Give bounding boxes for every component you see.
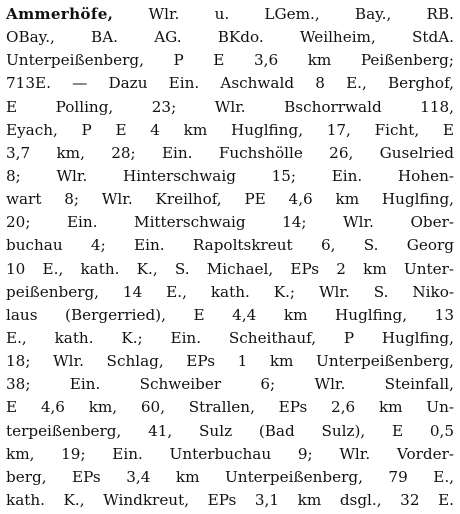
entry-line: E 4,6 km, 60, Strallen, EPs 2,6 km Un-: [6, 398, 454, 417]
entry-line-1: [6, 3, 454, 26]
entry-line: 18; Wlr. Schlag, EPs 1 km Unterpeißenberg,: [6, 352, 454, 371]
entry-line: berg, EPs 3,4 km Unterpeißenberg, 79 E.,: [6, 467, 454, 486]
entry-line: 713E. — Dazu Ein. Aschwald 8 E., Berghof,: [6, 74, 454, 93]
entry-line: terpeißenberg, 41, Sulz (Bad Sulz), E 0,5: [6, 421, 454, 440]
entry-line: E Polling, 23; Wlr. Bschorrwald 118,: [6, 97, 454, 116]
entry-line: E., kath. K.; Ein. Scheithauf, P Huglfing,: [6, 328, 454, 347]
entry-line: 20; Ein. Mitterschwaig 14; Wlr. Ober-: [6, 213, 454, 232]
entry-line: 8; Wlr. Hinterschwaig 15; Ein. Hohen-: [6, 166, 454, 185]
headword: Ammerhöfe,: [6, 5, 114, 23]
entry-line: wart 8; Wlr. Kreilhof, PE 4,6 km Huglfing,: [6, 190, 454, 209]
gazetteer-entry: [6, 3, 454, 512]
entry-line: 3,7 km, 28; Ein. Fuchshölle 26, Guselried: [6, 143, 454, 162]
entry-line: OBay., BA. AG. BKdo. Weilheim, StdA.: [6, 28, 454, 47]
entry-line: km, 19; Ein. Unterbuchau 9; Wlr. Vorder-: [6, 444, 454, 463]
entry-line: 38; Ein. Schweiber 6; Wlr. Steinfall,: [6, 375, 454, 394]
entry-line: Unterpeißenberg, P E 3,6 km Peißenberg;: [6, 51, 454, 70]
entry-line: laus (Bergerried), E 4,4 km Huglfing, 13: [6, 305, 454, 324]
entry-line: kath. K., Windkreut, EPs 3,1 km dsgl., 32 E.: [6, 490, 454, 509]
entry-line: Eyach, P E 4 km Huglfing, 17, Ficht, E: [6, 120, 454, 139]
entry-line: buchau 4; Ein. Rapoltskreut 6, S. Georg: [6, 236, 454, 255]
entry-line: peißenberg, 14 E., kath. K.; Wlr. S. Niko-: [6, 282, 454, 301]
entry-line: 10 E., kath. K., S. Michael, EPs 2 km Unter-: [6, 259, 454, 278]
entry-line-1-text: Wlr. u. LGem., Bay., RB.: [113, 5, 454, 23]
